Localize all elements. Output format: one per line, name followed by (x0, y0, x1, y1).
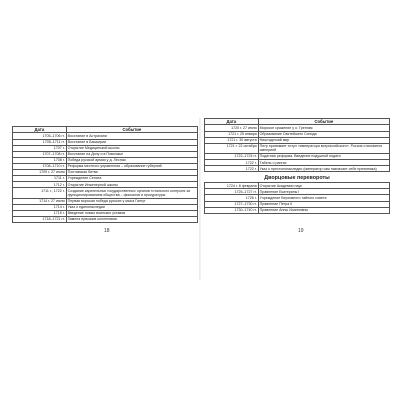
book-spread (0, 118, 400, 280)
event-cell: Учреждение Верховного тайного совета (258, 195, 389, 201)
date-cell: 1711 г., 1722 г. (13, 188, 67, 198)
date-cell: 1722 г. (205, 160, 259, 166)
table-row (13, 216, 198, 222)
date-cell: 1716 г. (13, 210, 67, 216)
date-cell: 1722–1724 гг. (205, 154, 259, 160)
date-cell: 1725–1727 гг. (205, 189, 259, 195)
event-cell: Табель о рангах (258, 160, 389, 166)
date-cell: 1709 г. 27 июня (13, 169, 67, 175)
table-row (205, 143, 390, 153)
date-cell: 1720 г. 27 июля (205, 125, 259, 131)
event-cell: Указ о престолонаследии (император сам назначает себе преемника) (258, 166, 389, 172)
left-chronology-table (12, 126, 198, 223)
date-cell: 1730–1740 гг. (205, 207, 259, 213)
date-cell: 1705–1711 гг. (13, 139, 67, 145)
date-cell: 1722 г. (205, 166, 259, 172)
event-cell: Реформа местного управления – образование губерний (66, 163, 197, 169)
event-cell: Открытие Медицинской школы (66, 145, 197, 151)
event-cell: Восстание на Дону и в Поволжье (66, 151, 197, 157)
left-table-body (13, 133, 198, 222)
event-cell: Победа русской армии у д. Лесная (66, 157, 197, 163)
date-cell: 1724 г. 8 февраля (205, 183, 259, 189)
date-cell: 1714 г. (13, 204, 67, 210)
event-cell: Правление Петра II (258, 201, 389, 207)
right-chronology-table (204, 118, 390, 172)
event-cell: Первая морская победа русских у мыса Гангут (66, 198, 197, 204)
date-column-header: Дата (13, 127, 67, 133)
event-cell: Ништадтский мир (258, 137, 389, 143)
event-cell: Образование Святейшего Синода (258, 131, 389, 137)
date-cell: 1721 г. 30 августа (205, 137, 259, 143)
event-cell: Петр принимает титул «императора всероссийского». Россия становится империей (258, 143, 389, 153)
date-cell: 1707–1708 гг. (13, 151, 67, 157)
event-cell: Открытие Инженерной школы (66, 182, 197, 188)
date-cell: 1708 г. (13, 157, 67, 163)
event-cell: Создание карательных государственных органов тотального контроля за функционированием общества – фискалов и прокуратуры (66, 188, 197, 198)
event-cell: Податная реформа. Введение подушной подати (258, 154, 389, 160)
date-cell: 1721 г. 25 января (205, 131, 259, 137)
date-cell: 1721 г. 22 октября (205, 143, 259, 153)
date-cell: 1726 г. (205, 195, 259, 201)
table-row (205, 207, 390, 213)
palace-coups-table (204, 182, 390, 213)
right-table-body (205, 125, 390, 172)
event-cell: Полтавская битва (66, 169, 197, 175)
date-cell: 1714 г. 27 июля (13, 198, 67, 204)
event-cell: Восстание в Астрахани (66, 133, 197, 139)
event-cell: Указ о единонаследии (66, 204, 197, 210)
event-cell: Правление Анны Иоанновны (258, 207, 389, 213)
date-cell: 1718–1721 гг. (13, 216, 67, 222)
date-cell: 1708–1710 гг. (13, 163, 67, 169)
event-column-header: Событие (66, 127, 197, 133)
date-cell: 1707 г. (13, 145, 67, 151)
event-cell: Учреждение Сената (66, 176, 197, 182)
date-cell: 1712 г. (13, 182, 67, 188)
date-cell: 1711 г. (13, 176, 67, 182)
event-cell: Открытие Академии наук (258, 183, 389, 189)
event-cell: Морское сражение у о. Гренгам (258, 125, 389, 131)
date-cell: 1705–1706 гг. (13, 133, 67, 139)
palace-coups-table-body (205, 183, 390, 213)
event-column-header: Событие (258, 119, 389, 125)
table-row (13, 188, 198, 198)
left-page-number: 18 (104, 228, 110, 234)
right-page-number: 19 (298, 228, 304, 234)
section-title: Дворцовые перевороты (264, 174, 330, 181)
table-row (205, 166, 390, 172)
date-cell: 1727–1730 гг. (205, 201, 259, 207)
event-cell: Правление Екатерины I (258, 189, 389, 195)
event-cell: Введение новых воинских уставов (66, 210, 197, 216)
date-column-header: Дата (205, 119, 259, 125)
event-cell: Замена приказов коллегиями (66, 216, 197, 222)
event-cell: Восстание в Башкирии (66, 139, 197, 145)
